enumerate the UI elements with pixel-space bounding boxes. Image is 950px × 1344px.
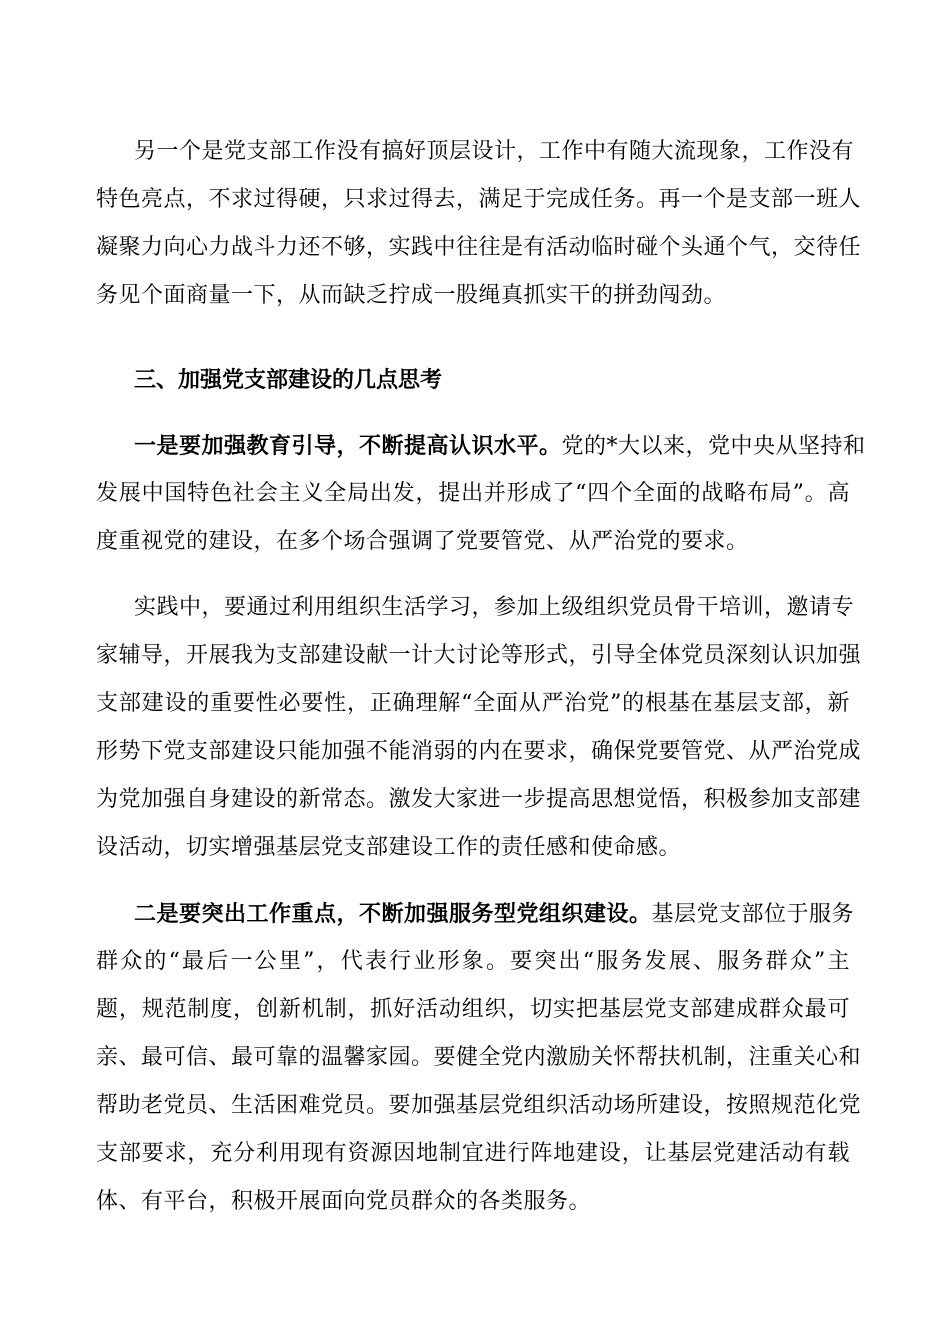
paragraph-1 xyxy=(96,128,862,320)
paragraph-text: 基层党支部位于服务 xyxy=(651,902,855,927)
paragraph-bold-lead: 一是要加强教育引导，不断提高认识水平。 xyxy=(134,433,562,459)
paragraph-line: 亲、最可信、最可靠的温馨家园。要健全党内激励关怀帮扶机制，注重关心和 xyxy=(96,1045,862,1070)
paragraph-line: 度重视党的建设，在多个场合强调了党要管党、从严治党的要求。 xyxy=(96,529,749,554)
paragraph-line: 为党加强自身建设的新常态。激发大家进一步提高思想觉悟，积极参加支部建 xyxy=(96,787,862,812)
paragraph-2 xyxy=(96,422,866,566)
paragraph-line: 务见个面商量一下，从而缺乏拧成一股绳真抓实干的拼劲闯劲。 xyxy=(96,283,727,308)
paragraph-line: 另一个是党支部工作没有搞好顶层设计，工作中有随大流现象，工作没有 xyxy=(134,139,855,164)
section-heading: 三、加强党支部建设的几点思考 xyxy=(134,367,443,393)
paragraph-line xyxy=(96,422,866,470)
paragraph-bold-lead: 二是要突出工作重点，不断加强服务型党组织建设。 xyxy=(134,901,652,927)
paragraph-4 xyxy=(96,890,862,1226)
paragraph-line: 支部建设的重要性必要性，正确理解“全面从严治党”的根基在基层支部，新 xyxy=(96,691,850,716)
paragraph-line: 帮助老党员、生活困难党员。要加强基层党组织活动场所建设，按照规范化党 xyxy=(96,1093,862,1118)
document-body xyxy=(96,128,866,1226)
paragraph-line: 实践中，要通过利用组织生活学习，参加上级组织党员骨干培训，邀请专 xyxy=(134,595,855,620)
paragraph-line: 支部要求，充分利用现有资源因地制宜进行阵地建设，让基层党建活动有载 xyxy=(96,1141,850,1166)
paragraph-line: 形势下党支部建设只能加强不能消弱的内在要求，确保党要管党、从严治党成 xyxy=(96,739,862,764)
paragraph-line: 体、有平台，积极开展面向党员群众的各类服务。 xyxy=(96,1189,592,1214)
paragraph-line xyxy=(96,890,855,938)
paragraph-line: 特色亮点，不求过得硬，只求过得去，满足于完成任务。再一个是支部一班人 xyxy=(96,187,862,212)
paragraph-3 xyxy=(96,584,862,872)
paragraph-line: 题，规范制度，创新机制，抓好活动组织，切实把基层党支部建成群众最可 xyxy=(96,997,850,1022)
paragraph-line: 家辅导，开展我为支部建设献一计大讨论等形式，引导全体党员深刻认识加强 xyxy=(96,643,862,668)
paragraph-text: 党的*大以来，党中央从坚持和 xyxy=(561,434,866,459)
paragraph-line: 发展中国特色社会主义全局出发，提出并形成了“四个全面的战略布局”。高 xyxy=(96,481,850,506)
paragraph-line: 设活动，切实增强基层党支部建设工作的责任感和使命感。 xyxy=(96,835,682,860)
paragraph-line: 群众的“最后一公里”，代表行业形象。要突出“服务发展、服务群众”主 xyxy=(96,949,850,974)
paragraph-line: 凝聚力向心力战斗力还不够，实践中往往是有活动临时碰个头通个气，交待任 xyxy=(96,235,862,260)
